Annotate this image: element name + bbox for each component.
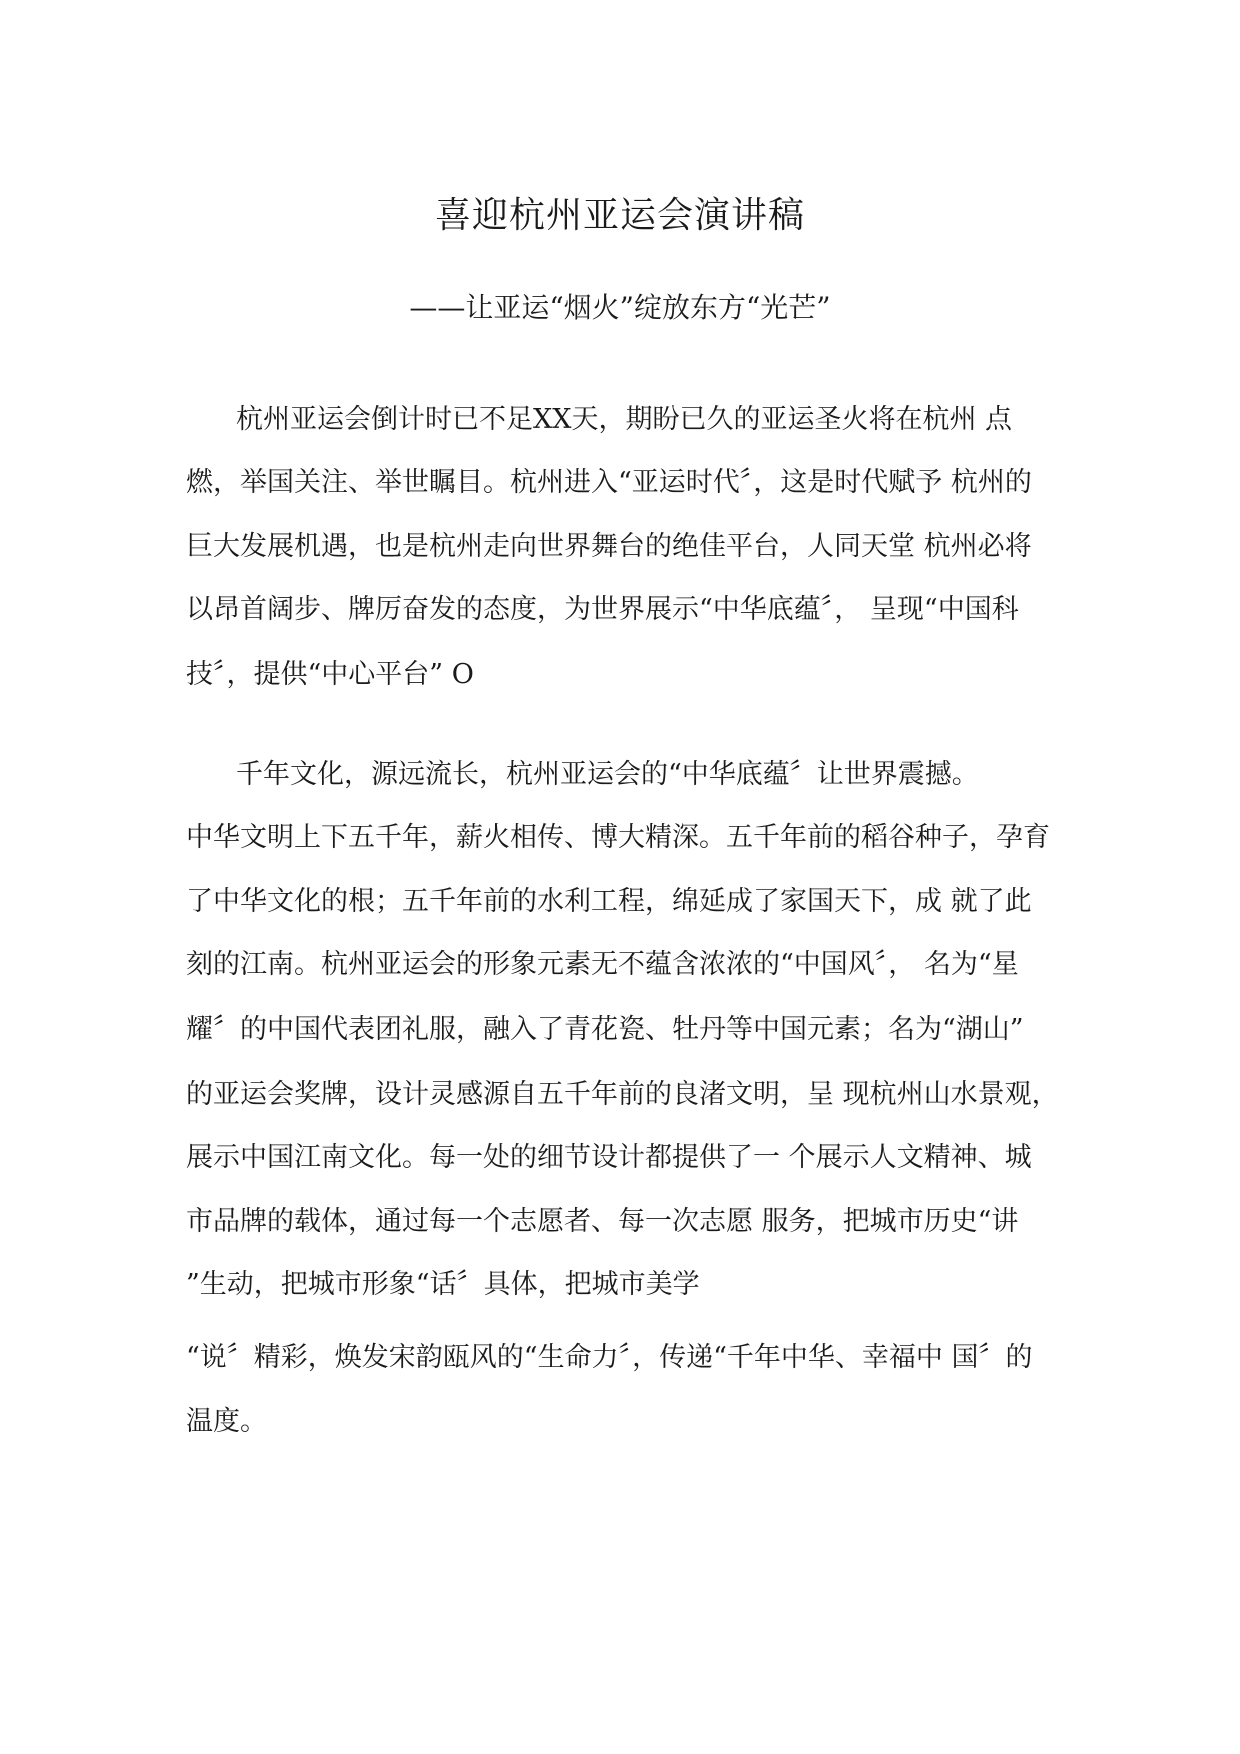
paragraph-1-line-2: 燃，举国关注、举世瞩目。杭州进入“亚运时代〞，这是时代赋予 杭州的 <box>186 467 1032 498</box>
paragraph-1-line-5: 技〞，提供“中心平台” O <box>186 659 474 690</box>
paragraph-2-line-7: 展示中国江南文化。每一处的细节设计都提供了一 个展示人文精神、城 <box>186 1142 1032 1173</box>
paragraph-2-line-2: 中华文明上下五千年，薪火相传、博大精深。五千年前的稻谷种子，孕育 <box>186 822 1050 853</box>
paragraph-1-line-3: 巨大发展机遇，也是杭州走向世界舞台的绝佳平台，人同天堂 杭州必将 <box>186 531 1032 562</box>
paragraph-2-line-5: 耀〞的中国代表团礼服，融入了青花瓷、牡丹等中国元素；名为“湖山” <box>186 1014 1024 1045</box>
paragraph-2-line-8: 市品牌的载体，通过每一个志愿者、每一次志愿 服务，把城市历史“讲 <box>186 1206 1019 1237</box>
paragraph-2-line-6: 的亚运会奖牌，设计灵感源自五千年前的良渚文明，呈 现杭州山水景观， <box>186 1079 1059 1110</box>
document-title: 喜迎杭州亚运会演讲稿 <box>434 195 805 236</box>
paragraph-2-line-1: 千年文化，源远流长，杭州亚运会的“中华底蕴〞让世界震撼。 <box>236 759 979 790</box>
paragraph-1-line-1: 杭州亚运会倒计时已不足XX天，期盼已久的亚运圣火将在杭州 点 <box>236 404 1013 435</box>
paragraph-2-line-9: ”生动，把城市形象“话〞具体，把城市美学 <box>186 1269 700 1300</box>
paragraph-1-line-4: 以昂首阔步、牌厉奋发的态度，为世界展示“中华底蕴〞， 呈现“中国科 <box>186 594 1019 625</box>
paragraph-2-line-10: “说〞精彩，焕发宋韵瓯风的“生命力〞，传递“千年中华、幸福中 国〞的 <box>186 1342 1033 1373</box>
paragraph-2-line-3: 了中华文化的根；五千年前的水利工程，绵延成了家国天下，成 就了此 <box>186 886 1032 917</box>
document-subtitle: ——让亚运“烟火”绽放东方“光芒” <box>409 291 831 324</box>
paragraph-2-line-11: 温度。 <box>186 1406 267 1437</box>
paragraph-2-line-4: 刻的江南。杭州亚运会的形象元素无不蕴含浓浓的“中国风〞， 名为“星 <box>186 949 1019 980</box>
